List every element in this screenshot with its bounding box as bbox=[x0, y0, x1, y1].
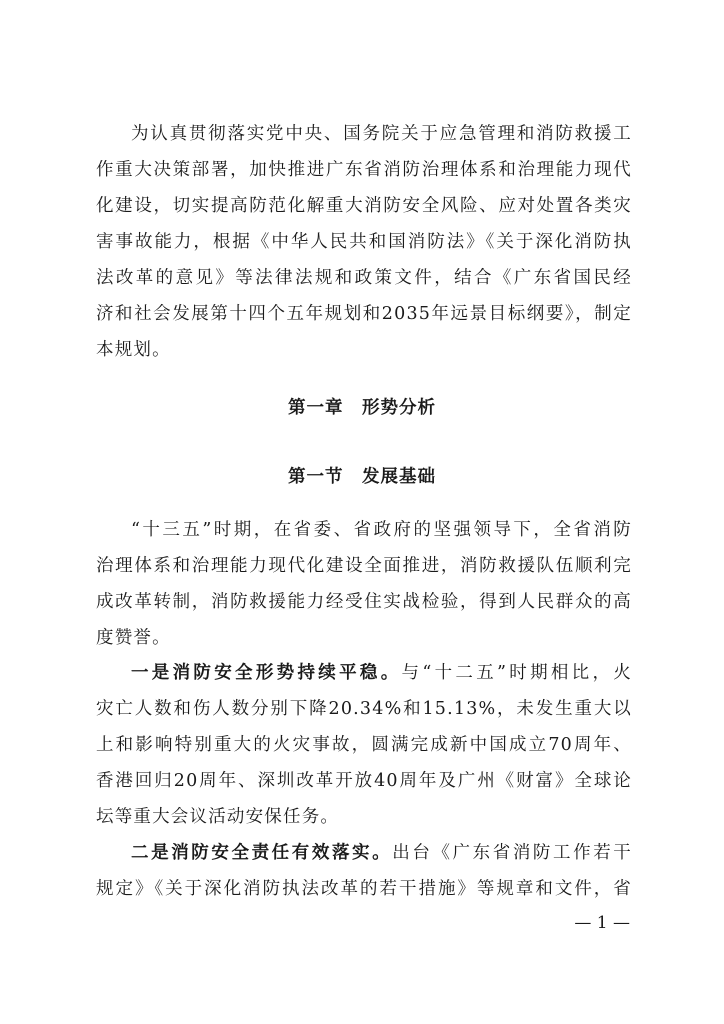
paragraph-lead: 一是消防安全形势持续平稳。 bbox=[131, 663, 402, 683]
paragraph-lead: 二是消防安全责任有效落实。 bbox=[131, 843, 393, 863]
paragraph-line: 治理体系和治理能力现代化建设全面推进，消防救援队伍顺利完 bbox=[96, 556, 632, 576]
paragraph-line: 坛等重大会议活动安保任务。 bbox=[96, 807, 340, 827]
intro-line: 害事故能力，根据《中华人民共和国消防法》《关于深化消防执 bbox=[96, 232, 632, 252]
paragraph-text: 与“十二五”时期相比，火 bbox=[401, 663, 632, 683]
intro-line: 本规划。 bbox=[96, 340, 171, 360]
intro-line: 法改革的意见》等法律法规和政策文件，结合《广东省国民经 bbox=[96, 268, 632, 288]
paragraph-line bbox=[131, 842, 632, 864]
page-number: — 1 — bbox=[574, 913, 630, 933]
intro-line: 为认真贯彻落实党中央、国务院关于应急管理和消防救援工 bbox=[131, 124, 632, 144]
paragraph-line: 规定》《关于深化消防执法改革的若干措施》等规章和文件，省 bbox=[96, 879, 632, 899]
paragraph-line: “十三五”时期，在省委、省政府的坚强领导下，全省消防 bbox=[131, 520, 632, 540]
paragraph-line: 灾亡人数和伤人数分别下降20.34%和15.13%，未发生重大以 bbox=[96, 699, 632, 719]
paragraph-line: 上和影响特别重大的火灾事故，圆满完成新中国成立70周年、 bbox=[96, 735, 632, 755]
intro-line: 化建设，切实提高防范化解重大消防安全风险、应对处置各类灾 bbox=[96, 196, 632, 216]
chapter-title: 第一章 形势分析 bbox=[288, 398, 436, 418]
section-title: 第一节 发展基础 bbox=[288, 467, 436, 487]
paragraph-text: 出台《广东省消防工作若干 bbox=[392, 843, 632, 863]
paragraph-line bbox=[131, 662, 632, 684]
intro-line: 作重大决策部署，加快推进广东省消防治理体系和治理能力现代 bbox=[96, 160, 632, 180]
paragraph-line: 成改革转制，消防救援能力经受住实战检验，得到人民群众的高 bbox=[96, 592, 632, 612]
paragraph-line: 度赞誉。 bbox=[96, 628, 171, 648]
paragraph-line: 香港回归20周年、深圳改革开放40周年及广州《财富》全球论 bbox=[96, 771, 632, 791]
intro-line: 济和社会发展第十四个五年规划和2035年远景目标纲要》，制定 bbox=[96, 304, 632, 324]
